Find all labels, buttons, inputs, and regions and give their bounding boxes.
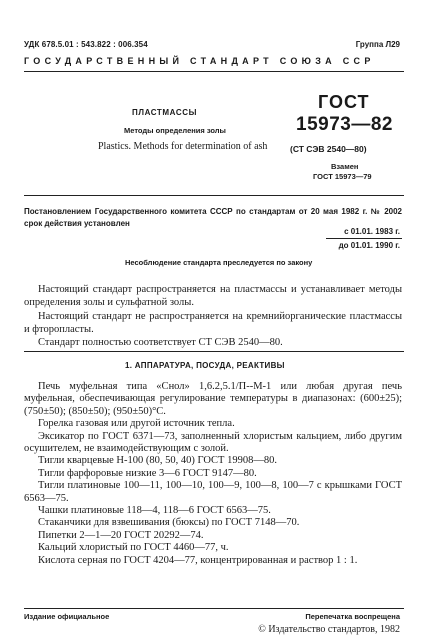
list-item: Эксикатор по ГОСТ 6371—73, заполненный хлористым кальцием, либо другим осушителем, не взаимодействующим с золой. bbox=[24, 430, 402, 455]
document-subtitle: Методы определения золы bbox=[124, 126, 226, 135]
list-item: Тигли кварцевые Н-100 (80, 50, 40) ГОСТ 19908—80. bbox=[38, 455, 277, 467]
top-divider bbox=[24, 71, 404, 72]
gost-label: ГОСТ bbox=[318, 92, 370, 112]
udk-code: УДК 678.5.01 : 543.822 : 006.354 bbox=[24, 40, 148, 49]
middle-divider bbox=[24, 195, 404, 196]
standard-banner: ГОСУДАРСТВЕННЫЙ СТАНДАРТ СОЮЗА ССР bbox=[24, 56, 375, 66]
intro-paragraph-1: Настоящий стандарт распространяется на пластмассы и устанавливает методы определения золы и сульфатной золы. bbox=[24, 284, 402, 308]
official-edition: Издание официальное bbox=[24, 612, 110, 621]
list-item: Кальций хлористый по ГОСТ 4460—77, ч. bbox=[38, 542, 229, 554]
penalty-notice: Несоблюдение стандарта преследуется по закону bbox=[125, 258, 313, 267]
section-heading: 1. АППАРАТУРА, ПОСУДА, РЕАКТИВЫ bbox=[125, 361, 285, 370]
list-item: Пипетки 2—1—20 ГОСТ 20292—74. bbox=[38, 529, 204, 541]
list-item: Стаканчики для взвешивания (бюксы) по ГОСТ 7148—70. bbox=[38, 517, 300, 529]
reprint-notice: Перепечатка воспрещена bbox=[305, 612, 400, 621]
effective-to: до 01.01. 1990 г. bbox=[338, 241, 400, 250]
date-divider bbox=[326, 238, 402, 239]
list-item: Горелка газовая или другой источник тепла. bbox=[38, 418, 235, 430]
intro-paragraph-2: Настоящий стандарт не распространяется на кремнийорганические пластмассы и фторопласты. bbox=[24, 311, 402, 335]
list-item: Тигли фарфоровые низкие 3—6 ГОСТ 9147—80. bbox=[38, 467, 257, 479]
replaces-label: Взамен bbox=[331, 162, 359, 171]
list-item: Тигли платиновые 100—11, 100—10, 100—9, 100—8, 100—7 с крышками ГОСТ 6563—75. bbox=[24, 480, 402, 504]
effective-from: с 01.01. 1983 г. bbox=[344, 227, 400, 236]
footer-divider bbox=[24, 608, 404, 609]
decree-text: Постановлением Государственного комитета СССР по стандартам от 20 мая 1982 г. № 2002 срок действия установлен bbox=[24, 207, 402, 228]
section-divider bbox=[24, 351, 404, 352]
sev-reference: (СТ СЭВ 2540—80) bbox=[290, 144, 367, 154]
document-title: ПЛАСТМАССЫ bbox=[132, 108, 198, 117]
gost-number: 15973—82 bbox=[296, 114, 393, 135]
group-code: Группа Л29 bbox=[355, 40, 400, 49]
replaces-number: ГОСТ 15973—79 bbox=[313, 172, 372, 181]
intro-paragraph-3: Стандарт полностью соответствует СТ СЭВ 2540—80. bbox=[38, 337, 283, 348]
copyright: © Издательство стандартов, 1982 bbox=[258, 624, 400, 635]
list-item: Печь муфельная типа «Снол» 1,6.2,5.1/П‑‑М‑1 или любая другая печь муфельная, обеспечивающая регулирование температуры в диапазонах: (600±25); (750±50); (850±50); (950±50)°С. bbox=[24, 381, 402, 417]
equipment-list bbox=[24, 381, 402, 567]
english-title: Plastics. Methods for determination of ash bbox=[98, 141, 268, 152]
list-item: Чашки платиновые 118—4, 118—6 ГОСТ 6563—75. bbox=[38, 505, 271, 517]
list-item: Кислота серная по ГОСТ 4204—77, концентрированная и раствор 1 : 1. bbox=[38, 554, 358, 566]
